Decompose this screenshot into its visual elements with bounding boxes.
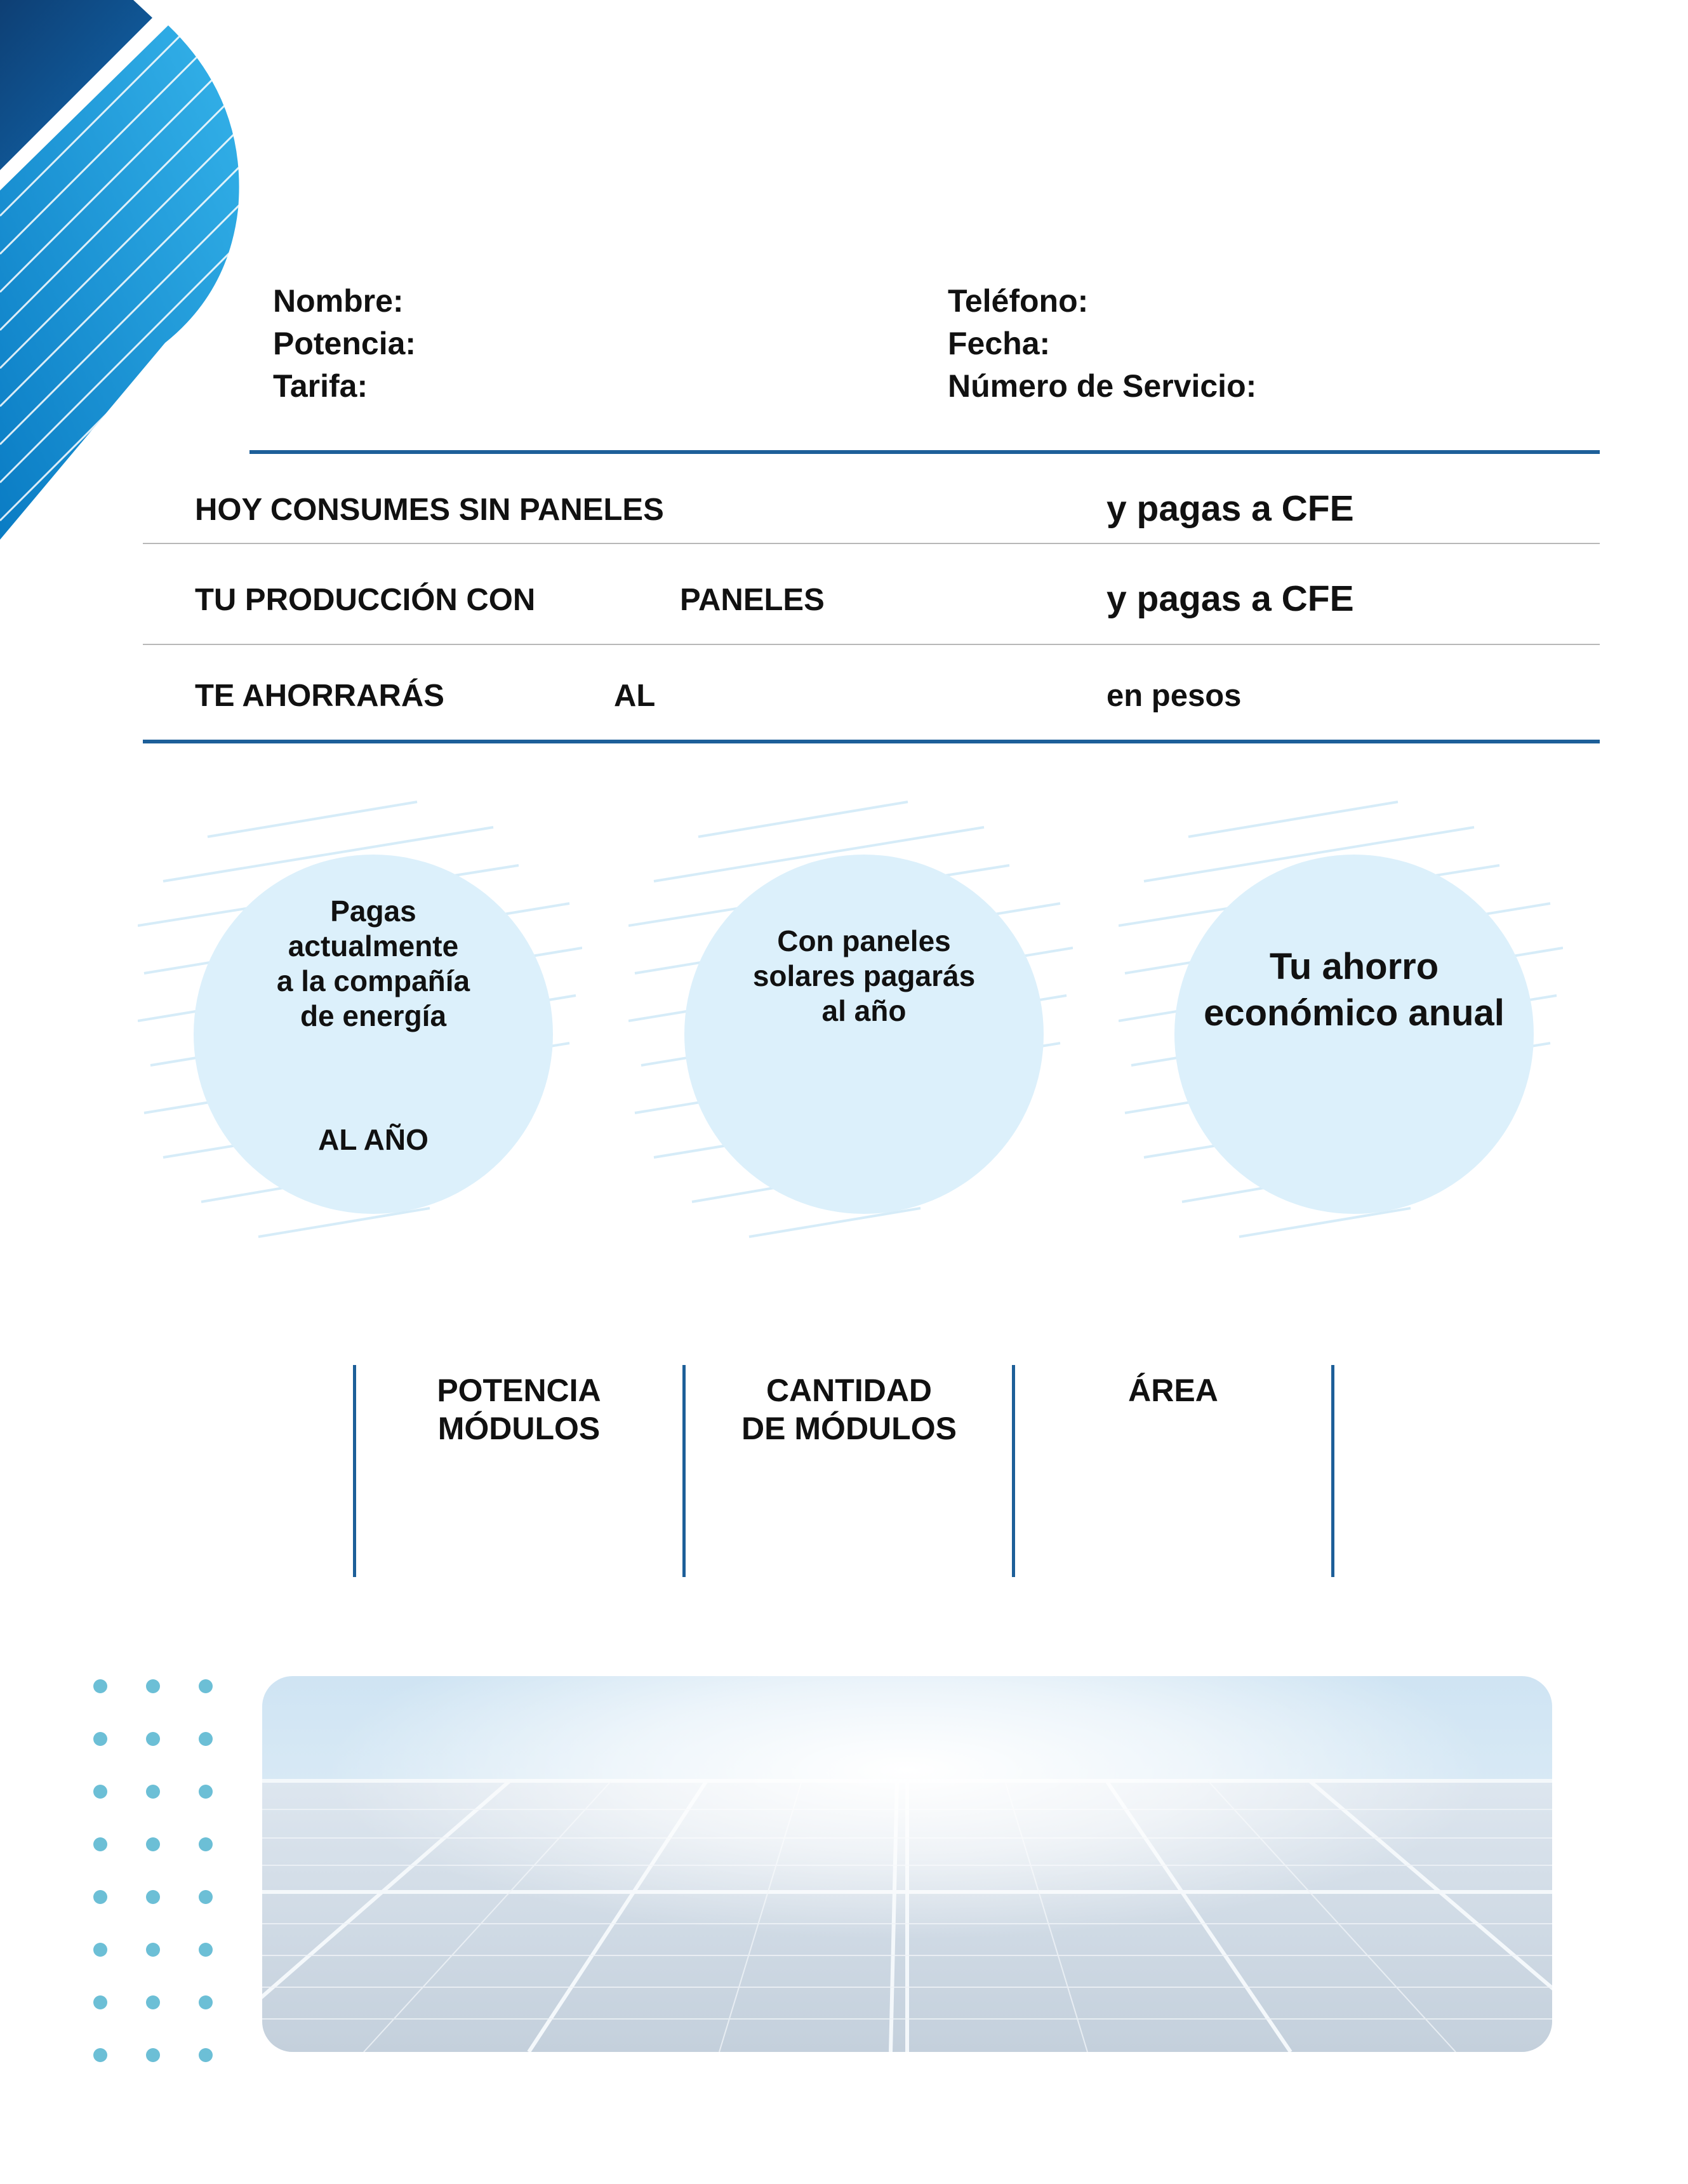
per-year-label: AL AÑO: [318, 1123, 429, 1156]
production-label: TU PRODUCCIÓN CON: [195, 583, 536, 617]
spec-line: CANTIDAD: [766, 1373, 933, 1408]
column-divider: [1331, 1365, 1334, 1577]
dot: [199, 1785, 213, 1799]
power-label: Potencia:: [273, 326, 416, 361]
summary-bottom-divider: [143, 740, 1600, 743]
dot: [146, 1943, 160, 1957]
circle-line: al año: [821, 994, 907, 1027]
row-divider-1: [143, 543, 1600, 544]
circle-line: Tu ahorro: [1269, 946, 1439, 987]
dot: [146, 1837, 160, 1851]
dot: [93, 1890, 107, 1904]
module-quantity-title: [686, 1371, 1013, 1448]
dot: [199, 1679, 213, 1693]
pesos-label: en pesos: [1107, 679, 1242, 713]
pay-cfe-label-1: y pagas a CFE: [1107, 488, 1354, 529]
savings-circle: [1119, 799, 1563, 1243]
service-number-label: Número de Servicio:: [948, 368, 1257, 404]
spec-line: DE MÓDULOS: [741, 1411, 957, 1446]
power-modules-title: [356, 1371, 682, 1448]
dot: [93, 2048, 107, 2062]
solar-panel-corner-icon: [0, 0, 254, 546]
name-label: Nombre:: [273, 283, 404, 319]
consumption-label: HOY CONSUMES SIN PANELES: [195, 493, 664, 527]
dot: [146, 1995, 160, 2009]
dot: [93, 1943, 107, 1957]
with-panels-circle: [628, 799, 1073, 1243]
circle-background: [684, 855, 1044, 1214]
dot: [199, 1837, 213, 1851]
dot: [146, 2048, 160, 2062]
circle-line: solares pagarás: [752, 959, 976, 992]
dot: [93, 1679, 107, 1693]
dot: [93, 1995, 107, 2009]
current-payment-circle: [138, 799, 582, 1243]
tariff-label: Tarifa:: [273, 368, 368, 404]
with-panels-text: [684, 924, 1044, 1029]
header-divider: [249, 450, 1600, 454]
circle-line: Con paneles: [777, 924, 951, 957]
circle-line: a la compañía: [276, 964, 470, 997]
solar-panels-photo-icon: [262, 1676, 1552, 2052]
dot: [146, 1890, 160, 1904]
spec-line: POTENCIA: [437, 1373, 601, 1408]
dot: [146, 1679, 160, 1693]
current-payment-text: [194, 894, 553, 1034]
circle-line: Pagas: [330, 895, 416, 928]
savings-label: TE AHORRARÁS: [195, 679, 444, 713]
dot: [199, 1995, 213, 2009]
dot: [93, 1837, 107, 1851]
dot: [199, 1732, 213, 1746]
dot: [199, 1943, 213, 1957]
dot: [93, 1785, 107, 1799]
spec-line: ÁREA: [1128, 1373, 1218, 1408]
circle-line: actualmente: [288, 929, 459, 962]
dot: [146, 1785, 160, 1799]
circle-line: económico anual: [1204, 992, 1505, 1034]
row-divider-2: [143, 644, 1600, 645]
savings-text: [1174, 943, 1534, 1036]
dot: [199, 1890, 213, 1904]
circle-line: de energía: [300, 999, 447, 1032]
dot: [93, 1732, 107, 1746]
dot: [146, 1732, 160, 1746]
panels-label: PANELES: [680, 583, 825, 617]
dot: [199, 2048, 213, 2062]
pay-cfe-label-2: y pagas a CFE: [1107, 578, 1354, 619]
area-title: [1015, 1371, 1331, 1409]
spec-line: MÓDULOS: [437, 1411, 601, 1446]
phone-label: Teléfono:: [948, 283, 1089, 319]
per-label: AL: [614, 679, 656, 713]
date-label: Fecha:: [948, 326, 1051, 361]
